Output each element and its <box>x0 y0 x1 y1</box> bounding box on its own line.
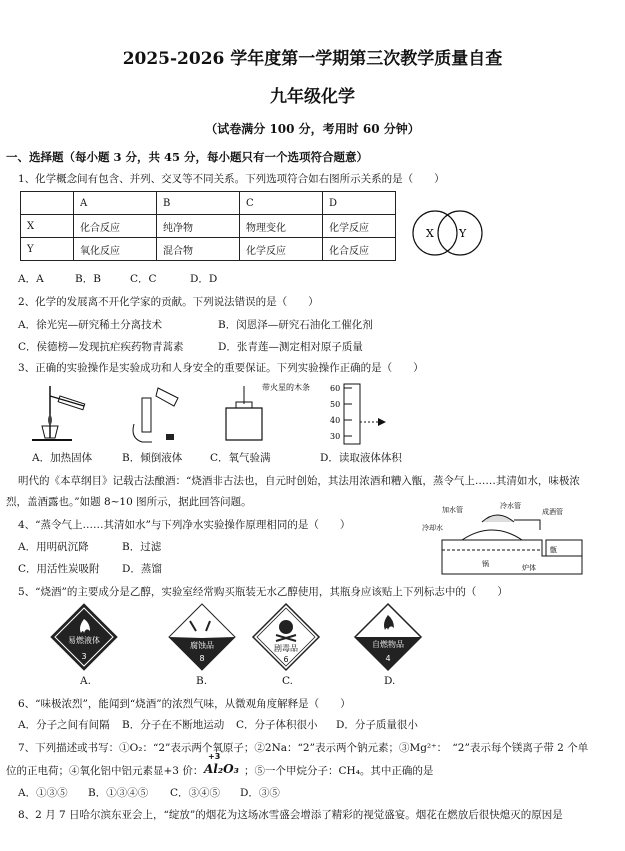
q6-option-c: C．分子体积很小 <box>236 719 318 731</box>
q2-option-d: D．张青莲—测定相对原子质量 <box>218 341 363 353</box>
alumina-formula: Al₂O₃ <box>204 762 239 776</box>
valence-mark: +3 <box>208 752 221 761</box>
table-cell: D <box>323 192 396 215</box>
table-cell: 混合物 <box>157 238 240 261</box>
graduated-cylinder-figure <box>330 382 390 446</box>
q7-line-2b: ；⑤一个甲烷分子：CH₄。其中正确的是 <box>244 765 434 777</box>
pouring-liquid-figure <box>128 384 188 444</box>
table-cell: 化学反应 <box>240 238 323 261</box>
q4-option-d: D．蒸馏 <box>122 563 162 575</box>
apparatus-label: 冷水管 <box>500 502 521 510</box>
table-row <box>21 215 396 238</box>
q4-option-b: B．过滤 <box>122 541 162 553</box>
q5-option-c: C. <box>282 675 293 687</box>
sign-text: 剧毒品 <box>274 644 298 653</box>
q1-option-d: D．D <box>190 273 218 285</box>
q3-option-d: D．读取液体体积 <box>320 452 402 464</box>
apparatus-label: 加水管 <box>442 506 463 514</box>
table-cell: Y <box>21 238 74 261</box>
apparatus-label: 锅 <box>482 560 489 568</box>
table-row <box>21 192 396 215</box>
sign-text: 腐蚀品 <box>190 641 214 650</box>
table-cell: 化学反应 <box>323 215 396 238</box>
q8-stem: 8、2 月 7 日哈尔滨东亚会上，“绽放”的烟花为这场冰雪盛会增添了精彩的视觉盛宴。烟花在燃放后很快熄灭的原因是 <box>18 809 563 821</box>
apparatus-label: 冷却水 <box>422 524 443 532</box>
scale-label: 30 <box>330 432 341 441</box>
distillation-apparatus-figure <box>422 500 612 576</box>
q5-stem: 5、“烧酒”的主要成分是乙醇，实验室经常购买瓶装无水乙醇使用，其瓶身应该贴上下列标志中的（ ） <box>18 586 508 598</box>
q6-option-d: D．分子质量很小 <box>336 719 418 731</box>
q7-line-1: 7、下列描述或书写：①O₂：“2”表示两个氧原子；②2Na：“2”表示两个钠元素；③Mg²⁺： “2”表示每个镁离子带 2 个单 <box>18 742 589 754</box>
q1-option-b: B．B <box>75 273 101 285</box>
table-cell: 氧化反应 <box>74 238 157 261</box>
q4-option-c: C．用活性炭吸附 <box>18 563 100 575</box>
q6-option-a: A．分子之间有间隔 <box>18 719 110 731</box>
q5-option-d: D. <box>384 675 396 687</box>
corrosive-sign <box>168 603 236 671</box>
venn-x-label: X <box>426 227 434 240</box>
q5-option-b: B. <box>196 675 208 687</box>
q2-stem: 2、化学的发展离不开化学家的贡献。下列说法错误的是（ ） <box>18 296 319 308</box>
q1-table <box>20 191 396 261</box>
heating-solid-figure <box>22 382 94 444</box>
q2-option-a: A．徐光宪—研究稀土分离技术 <box>18 319 163 331</box>
q2-option-c: C．侯德榜—发现抗疟疾药物青蒿素 <box>18 341 184 353</box>
q2-option-b: B．闵恩泽—研究石油化工催化剂 <box>218 319 373 331</box>
table-row <box>21 238 396 261</box>
scale-label: 60 <box>330 384 341 393</box>
q3-option-b: B．倾倒液体 <box>122 452 183 464</box>
table-cell: 化合反应 <box>74 215 157 238</box>
venn-diagram <box>410 205 490 261</box>
table-cell: A <box>74 192 157 215</box>
table-cell: X <box>21 215 74 238</box>
q7-option-c: C．③④⑤ <box>170 787 221 799</box>
oxygen-test-figure <box>222 380 312 444</box>
venn-y-label: Y <box>459 227 467 240</box>
section-title: 一、选择题（每小题 3 分，共 45 分，每小题只有一个选项符合题意） <box>6 150 369 164</box>
sign-number: 6 <box>283 655 289 664</box>
apparatus-label: 炉体 <box>522 564 536 572</box>
q7-option-b: B．①③④⑤ <box>88 787 149 799</box>
table-cell: 物理变化 <box>240 215 323 238</box>
table-cell: B <box>157 192 240 215</box>
q4-option-a: A．用明矾沉降 <box>18 541 89 553</box>
table-cell: C <box>240 192 323 215</box>
toxic-sign <box>252 603 320 671</box>
q3-option-a: A．加热固体 <box>32 452 93 464</box>
q5-option-a: A. <box>80 675 91 687</box>
subject-title: 九年级化学 <box>270 87 355 107</box>
flammable-liquid-sign <box>50 603 118 671</box>
scale-label: 50 <box>330 400 341 409</box>
exam-note: （试卷满分 100 分，考用时 60 分钟） <box>205 122 420 136</box>
sign-text: 易燃液体 <box>68 636 100 645</box>
q3-stem: 3、正确的实验操作是实验成功和人身安全的重要保证。下列实验操作正确的是（ ） <box>18 362 424 374</box>
sign-number: 4 <box>385 654 391 663</box>
table-cell <box>21 192 74 215</box>
table-cell: 纯净物 <box>157 215 240 238</box>
sign-number: 3 <box>81 652 87 661</box>
glowing-splint-label: 带火星的木条 <box>262 383 310 392</box>
passage-line-2: 烈，盖酒露也。”如题 8~10 图所示，据此回答问题。 <box>6 496 252 508</box>
q6-option-b: B．分子在不断地运动 <box>122 719 225 731</box>
q1-stem: 1、化学概念间有包含、并列、交叉等不同关系。下列选项符合如右图所示关系的是（ ） <box>18 173 445 185</box>
q1-option-c: C．C <box>130 273 157 285</box>
q6-stem: 6、“味极浓烈”，能闻到“烧酒”的浓烈气味，从微观角度解释是（ ） <box>18 698 351 710</box>
q7-option-a: A．①③⑤ <box>18 787 68 799</box>
apparatus-label: 成酒管 <box>542 508 563 516</box>
passage-line-1: 明代的《本草纲目》记载古法酿酒：“烧酒非古法也，自元时创始，其法用浓酒和糟入甑，蒸令气上……其清如水，味极浓 <box>18 475 580 487</box>
table-cell: 化合反应 <box>323 238 396 261</box>
spontaneous-combustion-sign <box>354 603 422 671</box>
scale-label: 40 <box>330 416 341 425</box>
q7-option-d: D．③⑤ <box>240 787 280 799</box>
sign-text: 自燃物品 <box>372 640 404 649</box>
q1-option-a: A．A <box>18 273 44 285</box>
exam-title: 2025-2026 学年度第一学期第三次教学质量自查 <box>122 49 503 69</box>
apparatus-label: 甑 <box>550 546 557 554</box>
q4-stem: 4、“蒸令气上……其清如水”与下列净水实验操作原理相同的是（ ） <box>18 519 351 531</box>
q7-line-2a: 位的正电荷；④氧化铝中铝元素显+3 价： <box>6 765 204 777</box>
sign-number: 8 <box>199 654 205 663</box>
q3-option-c: C．氧气验满 <box>210 452 271 464</box>
